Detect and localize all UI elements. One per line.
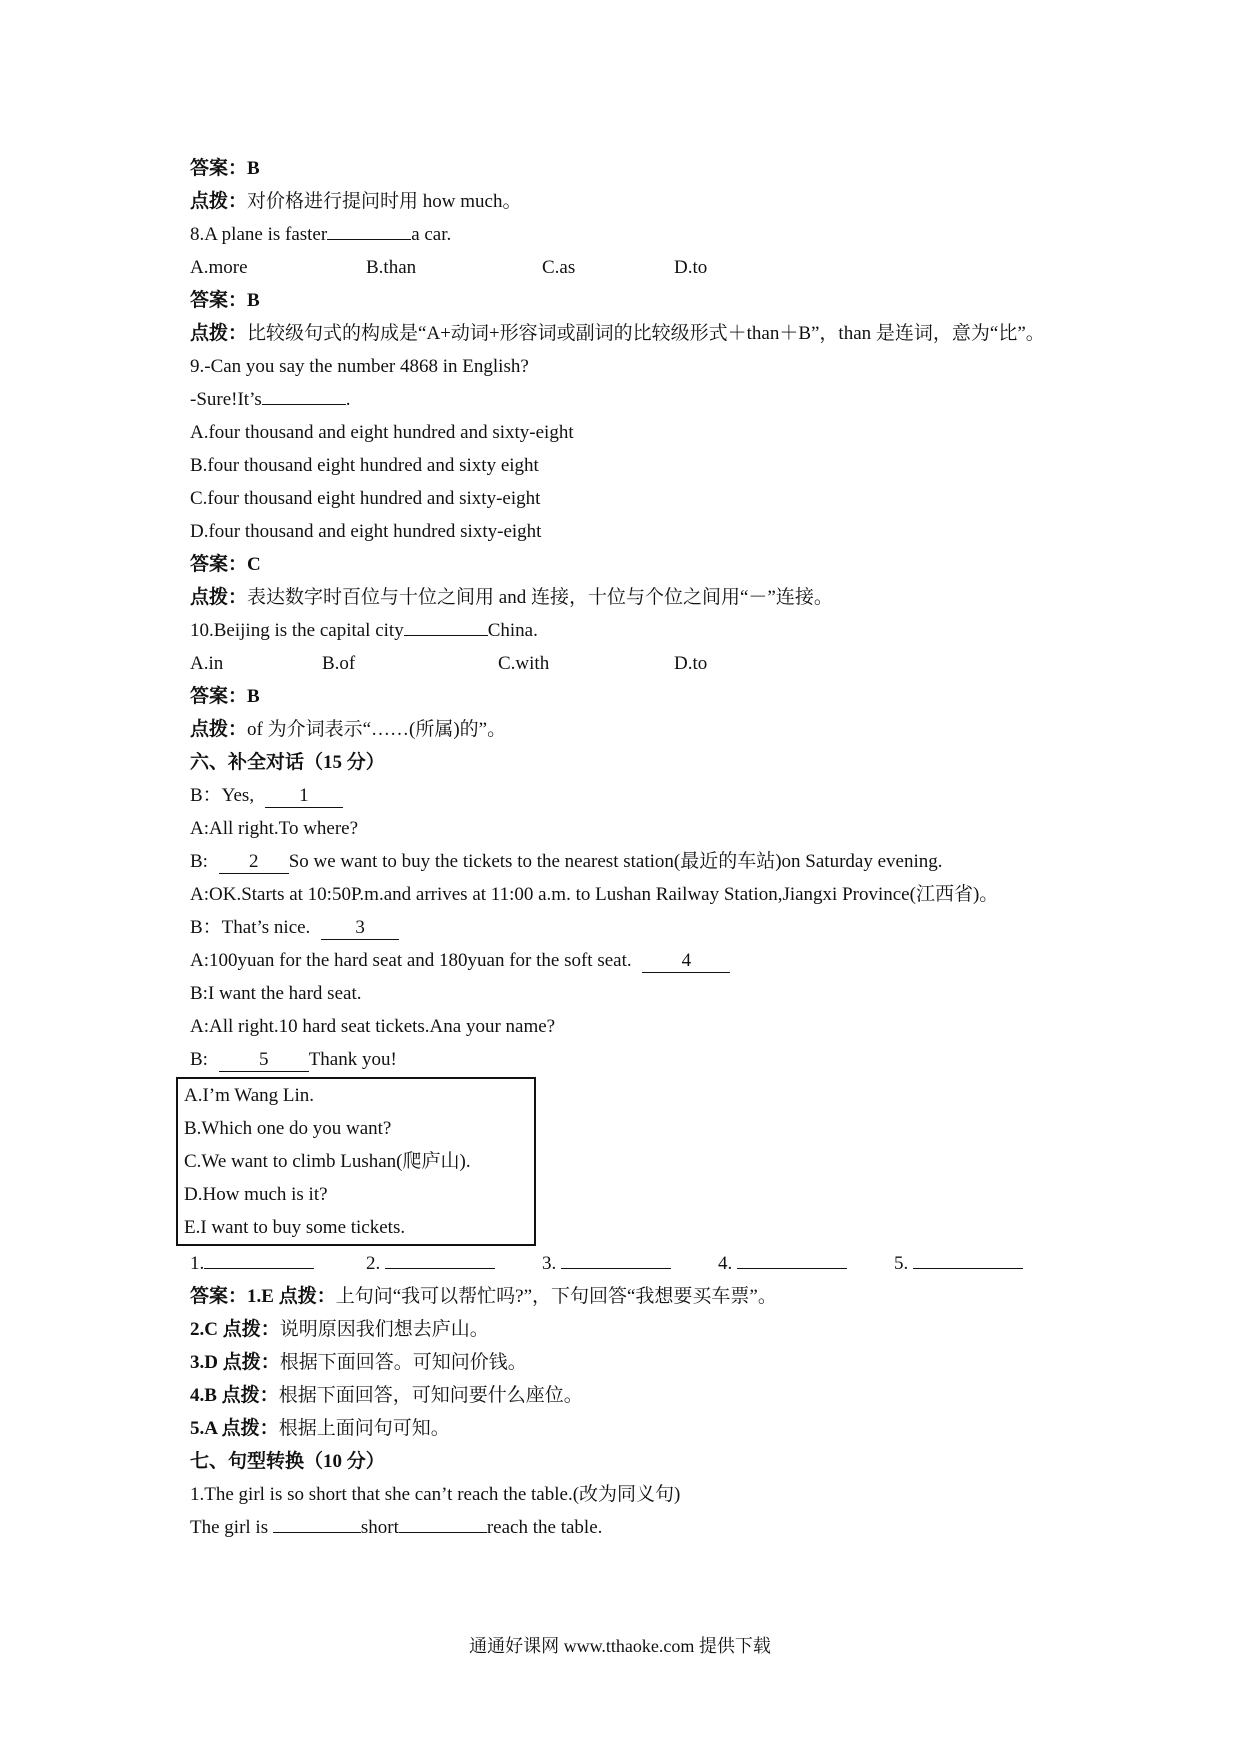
answer-line: 答案：B: [190, 686, 260, 707]
box-option: A.I’m Wang Lin.: [184, 1085, 315, 1106]
dialogue-line: B: 2 So we want to buy the tickets to the nearest station(最近的车站)on Saturday evening.: [190, 851, 943, 872]
section-6-title: 六、补全对话（15 分）: [190, 752, 385, 773]
hint-line: 点拨：of 为介词表示“……(所属)的”。: [190, 719, 507, 740]
box-option: C.We want to climb Lushan(爬庐山).: [184, 1151, 471, 1172]
option: B.of: [322, 653, 356, 674]
answer-line: 5.A 点拨：根据上面问句可知。: [190, 1418, 450, 1439]
question-9-reply: -Sure!It’s .: [190, 383, 1070, 416]
numbered-blank: 3: [321, 917, 399, 940]
option: D.to: [674, 653, 708, 674]
option: C.four thousand eight hundred and sixty-eight: [190, 488, 541, 509]
dialogue-line: A:All right.To where?: [190, 818, 359, 839]
numbered-blank: 1: [265, 785, 343, 808]
option: D.four thousand and eight hundred sixty-eight: [190, 521, 542, 542]
answer-blank-item: 2.: [366, 1247, 542, 1280]
hint-line: [190, 185, 1070, 218]
question-line: The girl is short reach the table.: [190, 1511, 1070, 1544]
dialogue-line: A:All right.10 hard seat tickets.Ana your name?: [190, 1016, 556, 1037]
hint-label: 点拨：: [190, 191, 248, 212]
option: B.four thousand eight hundred and sixty eight: [190, 455, 539, 476]
option: A.four thousand and eight hundred and sixty-eight: [190, 422, 574, 443]
answer-blank-item: 1.: [190, 1247, 366, 1280]
question-9: 9.-Can you say the number 4868 in English?: [190, 356, 529, 377]
question-8-options: [190, 251, 1070, 284]
box-option: D.How much is it?: [184, 1184, 328, 1205]
numbered-blank: 4: [642, 950, 730, 973]
numbered-blank: 2: [219, 851, 289, 874]
question-10: 10.Beijing is the capital city China.: [190, 614, 1070, 647]
dialogue-line: B: 5 Thank you!: [190, 1049, 397, 1070]
section-7-title: 七、句型转换（10 分）: [190, 1451, 385, 1472]
question-line: 1.The girl is so short that she can’t reach the table.(改为同义句): [190, 1484, 681, 1505]
options-box: [176, 1077, 536, 1246]
box-option: E.I want to buy some tickets.: [184, 1217, 406, 1238]
box-option: B.Which one do you want?: [184, 1118, 392, 1139]
option: C.as: [542, 257, 576, 278]
option: D.to: [674, 257, 708, 278]
page-footer: 通通好课网 www.tthaoke.com 提供下载: [469, 1636, 771, 1656]
document-body: [184, 152, 1070, 1544]
dialogue-line: B：That’s nice. 3: [190, 911, 1070, 944]
option: A.in: [190, 653, 224, 674]
dialogue-line: A:OK.Starts at 10:50P.m.and arrives at 11:00 a.m. to Lushan Railway Station,Jiangxi Province(江西省)。: [190, 884, 999, 905]
answer-line: 答案：1.E 点拨：上句问“我可以帮忙吗?”，下句回答“我想要买车票”。: [190, 1286, 777, 1307]
question-10-options: [190, 647, 1070, 680]
answer-line: 答案：C: [190, 554, 261, 575]
question-8: 8.A plane is faster a car.: [190, 218, 1070, 251]
option: B.than: [366, 257, 417, 278]
answer-line: [190, 152, 1070, 185]
answer-line: 3.D 点拨：根据下面回答。可知问价钱。: [190, 1352, 527, 1373]
answer-label: 答案：: [190, 158, 248, 179]
fill-blank: [262, 386, 346, 405]
dialogue-line: A:100yuan for the hard seat and 180yuan for the soft seat. 4: [190, 944, 1070, 977]
answer-blanks-row: [190, 1247, 1070, 1280]
answer-blank-item: 3.: [542, 1247, 718, 1280]
answer-line: 答案：B: [190, 290, 260, 311]
answer-blank-item: 4.: [718, 1247, 894, 1280]
answer-line: 2.C 点拨：说明原因我们想去庐山。: [190, 1319, 489, 1340]
option: C.with: [498, 653, 550, 674]
fill-blank: [404, 617, 488, 636]
dialogue-line: B:I want the hard seat.: [190, 983, 362, 1004]
hint-line: 点拨：表达数字时百位与十位之间用 and 连接，十位与个位之间用“－”连接。: [190, 587, 833, 608]
hint-text: 对价格进行提问时用 how much。: [247, 191, 522, 212]
dialogue-line: B：Yes, 1: [190, 779, 1070, 812]
option: A.more: [190, 257, 248, 278]
numbered-blank: 5: [219, 1049, 309, 1072]
answer-blank-item: 5.: [894, 1247, 1070, 1280]
answer-line: 4.B 点拨：根据下面回答，可知问要什么座位。: [190, 1385, 583, 1406]
answer-value: B: [247, 158, 260, 179]
hint-line: 点拨：比较级句式的构成是“A+动词+形容词或副词的比较级形式＋than＋B”，than 是连词，意为“比”。: [190, 323, 1045, 344]
fill-blank: [327, 221, 411, 240]
